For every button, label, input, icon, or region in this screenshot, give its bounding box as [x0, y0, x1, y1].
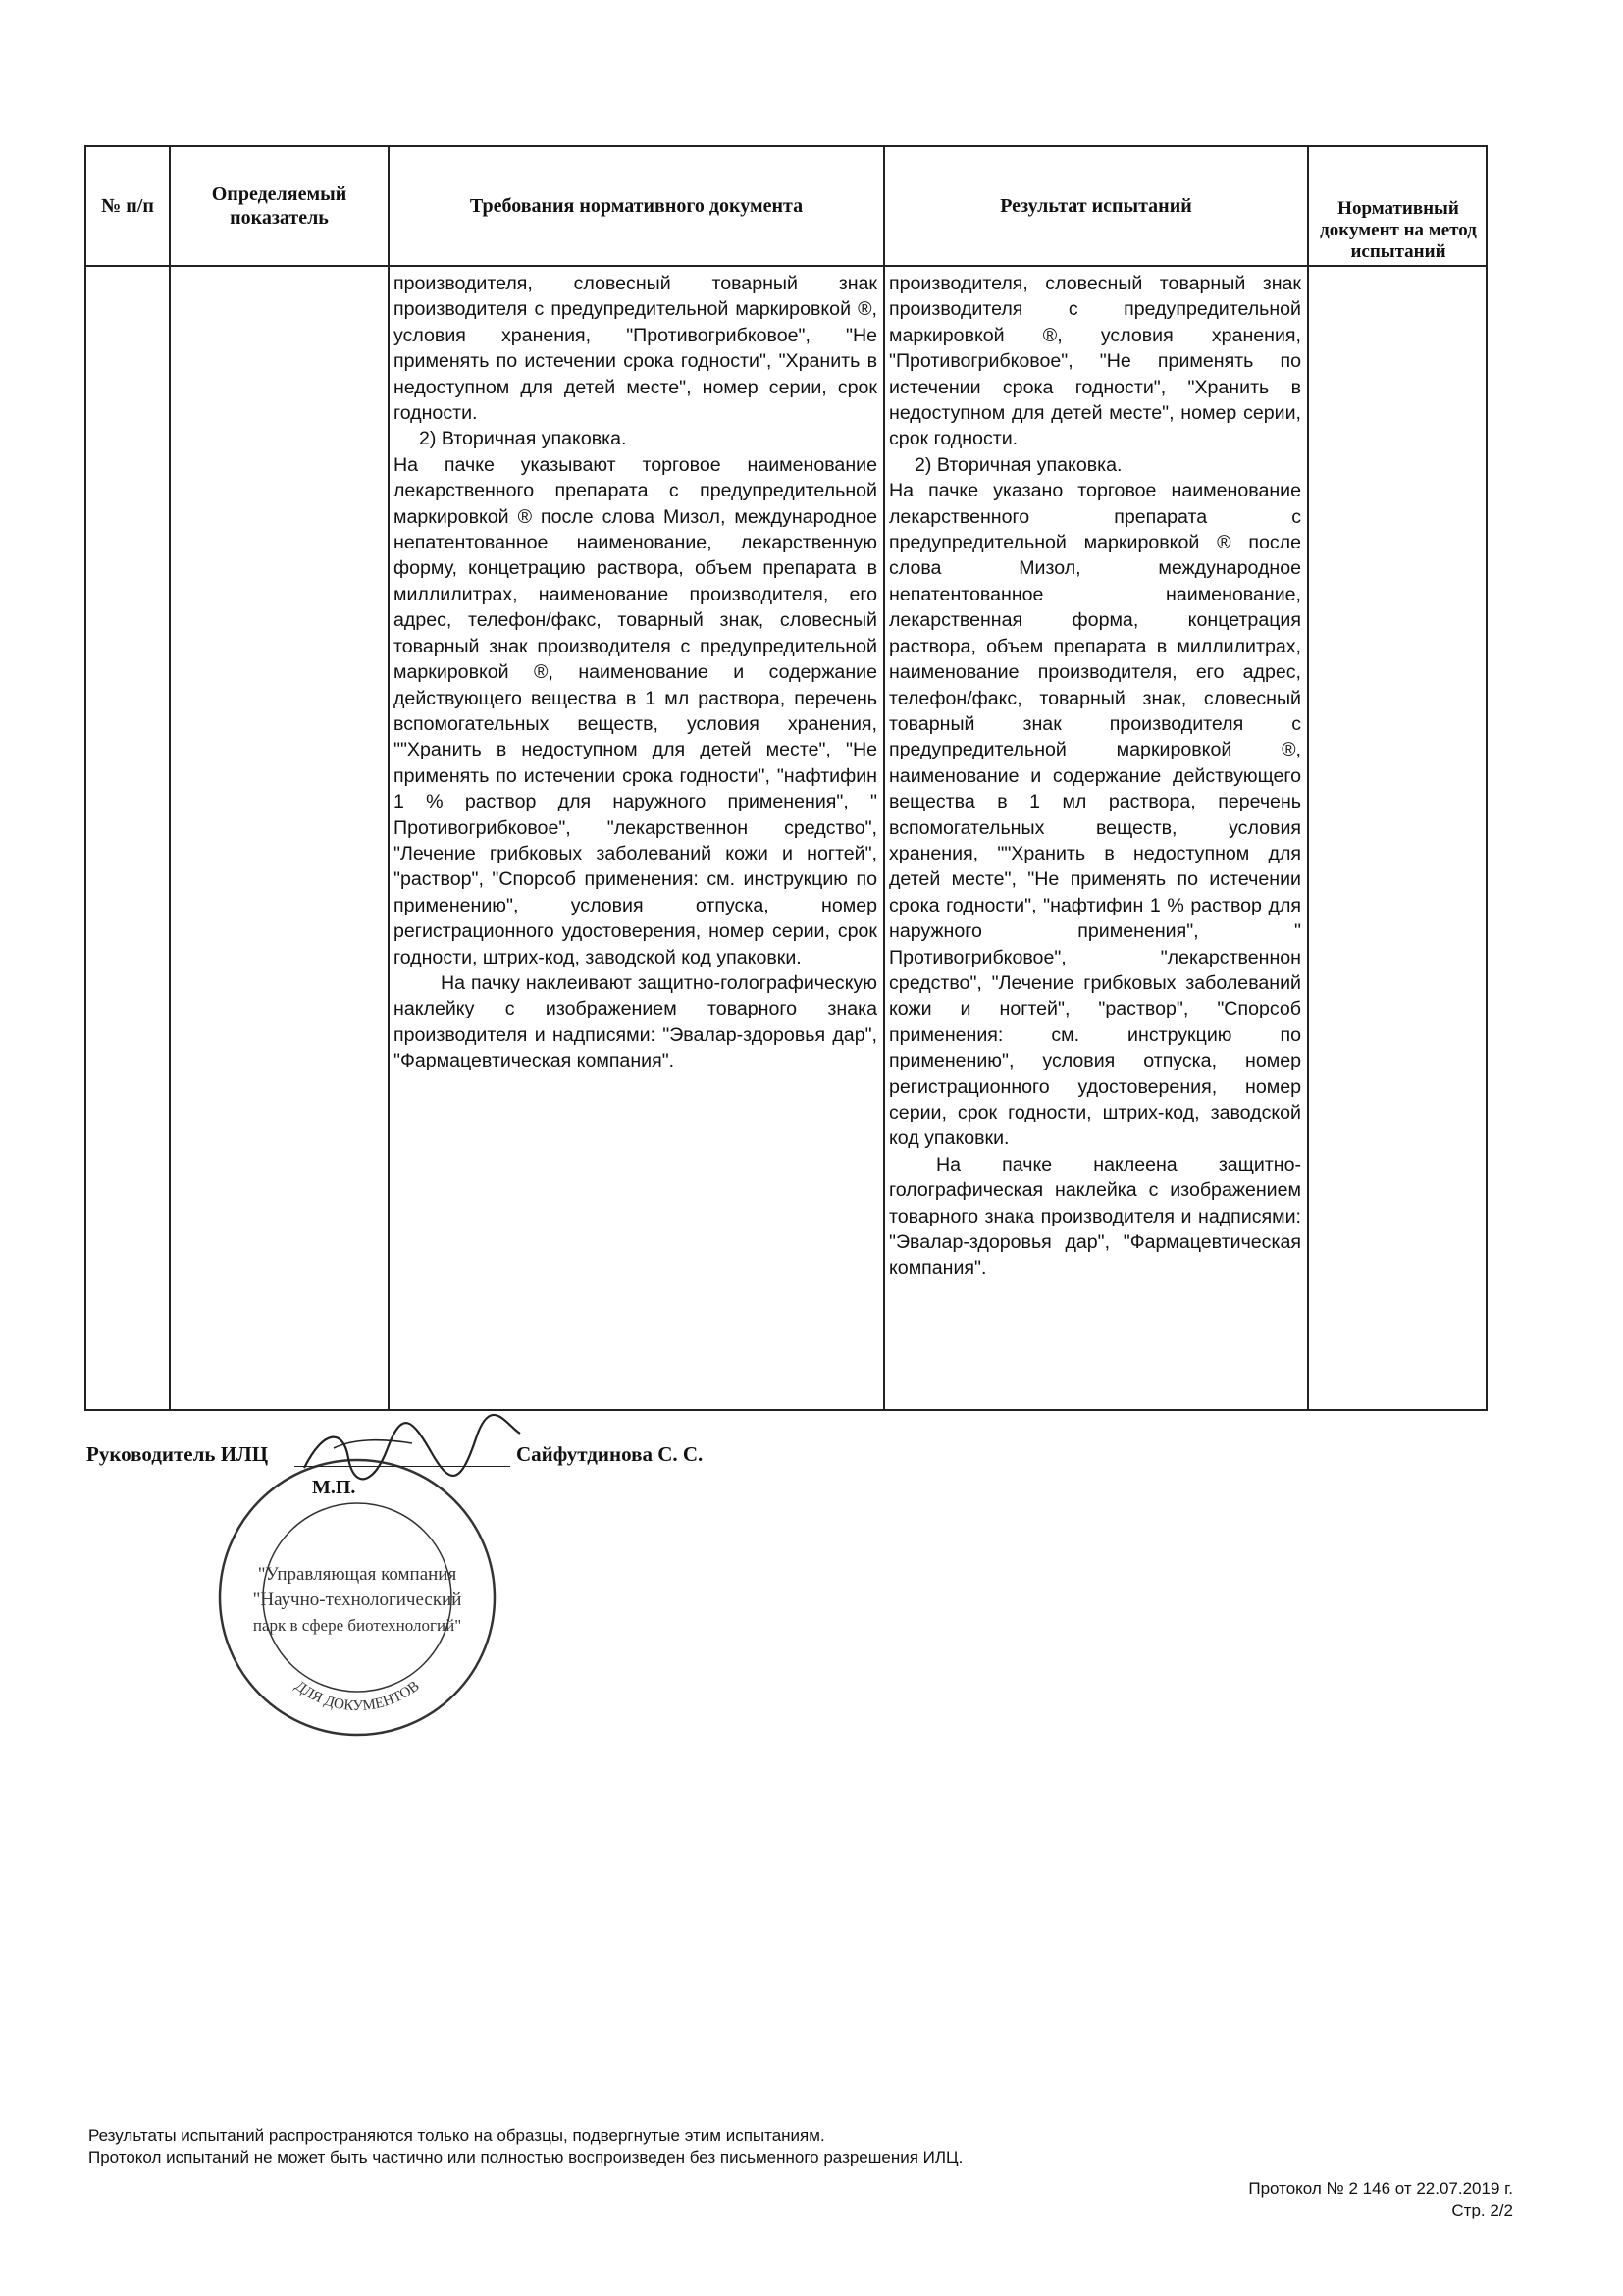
page-number: Стр. 2/2	[1451, 2201, 1513, 2219]
footer-line: Протокол испытаний не может быть частично или полностью воспроизведен без письменного разрешения ИЛЦ.	[88, 2148, 964, 2166]
protocol-number: Протокол № 2 146 от 22.07.2019 г.	[1248, 2179, 1513, 2198]
signatory-name: Сайфутдинова С. С.	[516, 1442, 704, 1466]
signature-line	[294, 1466, 510, 1467]
header-divider	[86, 265, 1486, 267]
stamp-line3: парк в сфере биотехнологий"	[252, 1616, 462, 1635]
header-indicator: Определяемый показатель	[211, 183, 347, 229]
requirements-paragraph: производителя, словесный товарный знак производителя с предупредительной маркировкой ®, условия хранения, "Противогрибковое", "Не применять по истечении срока годности", "Хранить в недоступном для детей месте", номер серии, срок годности.	[393, 273, 877, 425]
requirements-paragraph: 2) Вторичная упаковка.	[419, 428, 627, 450]
protocol-info	[1248, 2178, 1513, 2221]
stamp-line1: "Управляющая компания	[257, 1564, 457, 1585]
result-paragraph: 2) Вторичная упаковка.	[915, 453, 1123, 476]
requirements-cell	[390, 269, 883, 1074]
header-result: Результат испытаний	[1000, 195, 1192, 217]
footer-line: Результаты испытаний распространяются только на образцы, подвергнутые этим испытаниям.	[88, 2126, 825, 2145]
result-paragraph: производителя, словесный товарный знак производителя с предупредительной маркировкой ®, условия хранения, "Противогрибковое", "Не применять по истечении срока годности", "Хранить в недоступном для детей месте", номер серии, срок годности.	[889, 273, 1301, 450]
result-paragraph: На пачке указано торговое наименование лекарственного препарата с предупредительной маркировкой ® после слова Мизол, международное непатентованное наименование, лекарственная форма, концетрация раствора, объем препарата в миллилитрах, наименование производителя, его адрес, телефон/факс, товарный знак, словесный товарный знак производителя с предупредительной маркировкой ®, наименование и содержание действующего вещества в 1 мл раствора, перечень вспомогательных веществ, условия хранения, ""Хранить в недоступном для детей месте", "Не применять по истечении срока годности", "нафтифин 1 % раствор для наружного применения", " Противогрибковое", "лекарственнон средство", "Лечение грибковых заболеваний кожи и ногтей", "раствор", "Спорсоб применения: см. инструкцию по применению", условия отпуска, номер регистрационного удостоверения, номер серии, срок годности, штрих-код, заводской код упаковки.	[889, 480, 1301, 1150]
stamp-bottom-text: ДЛЯ ДОКУМЕНТОВ	[291, 1678, 423, 1715]
stamp-place-label: М.П.	[312, 1477, 356, 1498]
footer-note	[88, 2125, 963, 2168]
signatory-role: Руководитель ИЛЦ	[86, 1442, 269, 1466]
header-method: Нормативный документ на метод испытаний	[1320, 198, 1477, 262]
col-divider	[1307, 147, 1309, 1409]
stamp-line2: "Научно-технологический	[252, 1590, 462, 1610]
header-num: № п/п	[101, 195, 154, 217]
results-table	[84, 145, 1488, 1411]
col-divider	[169, 147, 171, 1409]
result-paragraph: На пачке наклеена защитно-голографическая наклейка с изображением товарного знака производителя и надписями: "Эвалар-здоровья дар", "Фармацевтическая компания".	[889, 1153, 1301, 1279]
result-cell	[885, 269, 1307, 1281]
requirements-paragraph: На пачке указывают торговое наименование лекарственного препарата с предупредительной маркировкой ® после слова Мизол, международное непатентованное наименование, лекарственную форму, концетрацию раствора, объем препарата в миллилитрах, наименование производителя, его адрес, телефон/факс, товарный знак, словесный товарный знак производителя с предупредительной маркировкой ®, наименование и содержание действующего вещества в 1 мл раствора, перечень вспомогательных веществ, условия хранения, ""Хранить в недоступном для детей месте", "Не применять по истечении срока годности", "нафтифин 1 % раствор для наружного применения", " Противогрибковое", "лекарственнон средство", "Лечение грибковых заболеваний кожи и ногтей", "раствор", "Спорсоб применения: см. инструкцию по применению", условия отпуска, номер регистрационного удостоверения, номер серии, срок годности, штрих-код, заводской код упаковки.	[393, 453, 877, 968]
header-requirements: Требования нормативного документа	[469, 195, 804, 217]
requirements-paragraph: На пачку наклеивают защитно-голографическую наклейку с изображением товарного знака производителя и надписями: "Эвалар-здоровья дар", "Фармацевтическая компания".	[393, 971, 877, 1072]
